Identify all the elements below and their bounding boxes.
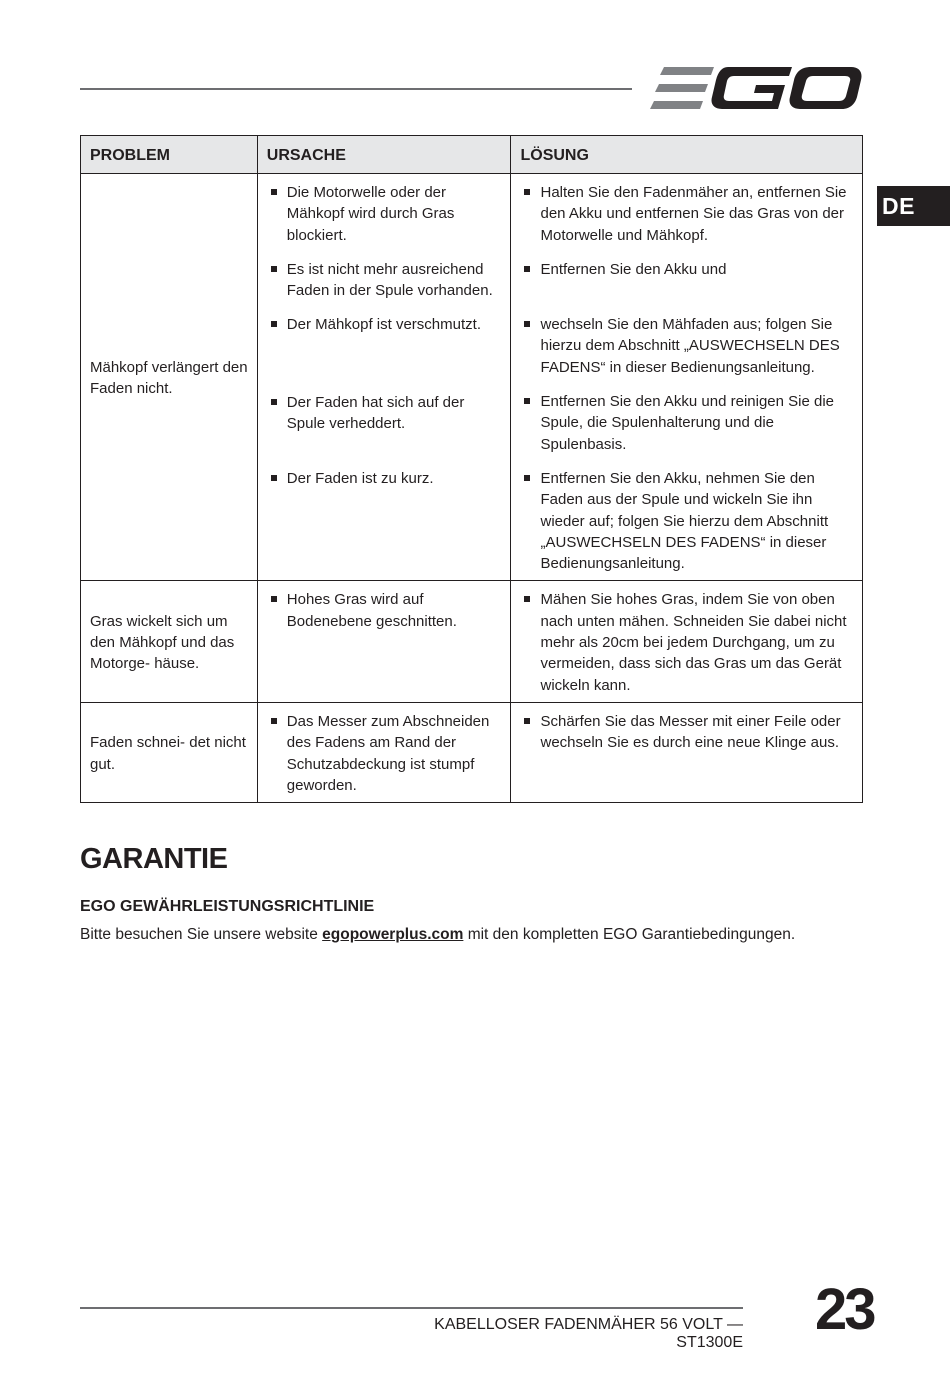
language-tab: DE bbox=[877, 186, 950, 226]
cause-item: Es ist nicht mehr ausreichend Faden in der Spule vorhanden. bbox=[267, 259, 502, 302]
cause-item: Der Mähkopf ist verschmutzt. bbox=[267, 314, 502, 335]
cause-item: Der Faden hat sich auf der Spule verheddert. bbox=[267, 392, 502, 435]
table-row bbox=[81, 702, 863, 802]
solution-item: Mähen Sie hohes Gras, indem Sie von oben nach unten mähen. Schneiden Sie dabei nicht mehr als 20cm bei jedem Durchgang, um zu vermeiden, dass sich das Gras um das Gerät wickeln kann. bbox=[520, 589, 853, 695]
warranty-link[interactable]: egopowerplus.com bbox=[322, 926, 464, 943]
solution-item: Entfernen Sie den Akku, nehmen Sie den Faden aus der Spule und wickeln Sie ihn wieder auf; folgen Sie hierzu dem Abschnitt „AUSWECHSELN DES FADENS“ in dieser Bedienungsanleitung. bbox=[520, 468, 853, 574]
footer-rule bbox=[80, 1307, 743, 1309]
solution-item: Entfernen Sie den Akku und reinigen Sie die Spule, die Spulenhalterung und die Spulenbasis. bbox=[520, 391, 853, 455]
warranty-subtitle: EGO GEWÄHRLEISTUNGSRICHTLINIE bbox=[80, 898, 375, 915]
solution-cell bbox=[511, 174, 863, 581]
problem-cell: Mähkopf verlängert den Faden nicht. bbox=[81, 174, 258, 581]
solution-item: Halten Sie den Fadenmäher an, entfernen Sie den Akku und entfernen Sie das Gras von der Motorwelle und Mähkopf. bbox=[520, 182, 853, 246]
footer-title: KABELLOSER FADENMÄHER 56 VOLT — ST1300E bbox=[434, 1316, 743, 1351]
ego-logo bbox=[650, 64, 862, 114]
cause-item: Hohes Gras wird auf Bodenebene geschnitten. bbox=[267, 589, 502, 632]
header-problem: PROBLEM bbox=[81, 136, 258, 174]
solution-item: wechseln Sie den Mähfaden aus; folgen Sie hierzu dem Abschnitt „AUSWECHSELN DES FADENS“ in dieser Bedienungsanleitung. bbox=[520, 314, 853, 378]
page-number: 23 bbox=[815, 1277, 874, 1342]
problem-cell: Faden schnei- det nicht gut. bbox=[81, 702, 258, 802]
table-row bbox=[81, 174, 863, 581]
cause-cell bbox=[257, 702, 511, 802]
solution-item: Entfernen Sie den Akku und bbox=[520, 259, 853, 280]
cause-cell bbox=[257, 581, 511, 702]
cause-cell bbox=[257, 174, 511, 581]
solution-item: Schärfen Sie das Messer mit einer Feile oder wechseln Sie es durch eine neue Klinge aus. bbox=[520, 711, 853, 754]
table-row bbox=[81, 581, 863, 702]
warranty-text-before: Bitte besuchen Sie unsere website bbox=[80, 926, 318, 943]
cause-item: Die Motorwelle oder der Mähkopf wird durch Gras blockiert. bbox=[267, 182, 502, 246]
problem-cell: Gras wickelt sich um den Mähkopf und das Motorge- häuse. bbox=[81, 581, 258, 702]
header-solution: LÖSUNG bbox=[511, 136, 863, 174]
table-header-row bbox=[81, 136, 863, 174]
header-cause: URSACHE bbox=[257, 136, 511, 174]
cause-item: Das Messer zum Abschneiden des Fadens am Rand der Schutzabdeckung ist stumpf geworden. bbox=[267, 711, 502, 796]
warranty-title: GARANTIE bbox=[80, 843, 228, 875]
solution-cell bbox=[511, 581, 863, 702]
warranty-text-after: mit den kompletten EGO Garantiebedingungen. bbox=[467, 926, 796, 943]
troubleshooting-table bbox=[80, 135, 863, 803]
solution-cell bbox=[511, 702, 863, 802]
header-rule bbox=[80, 88, 632, 90]
warranty-text bbox=[80, 926, 795, 944]
cause-item: Der Faden ist zu kurz. bbox=[267, 468, 502, 489]
